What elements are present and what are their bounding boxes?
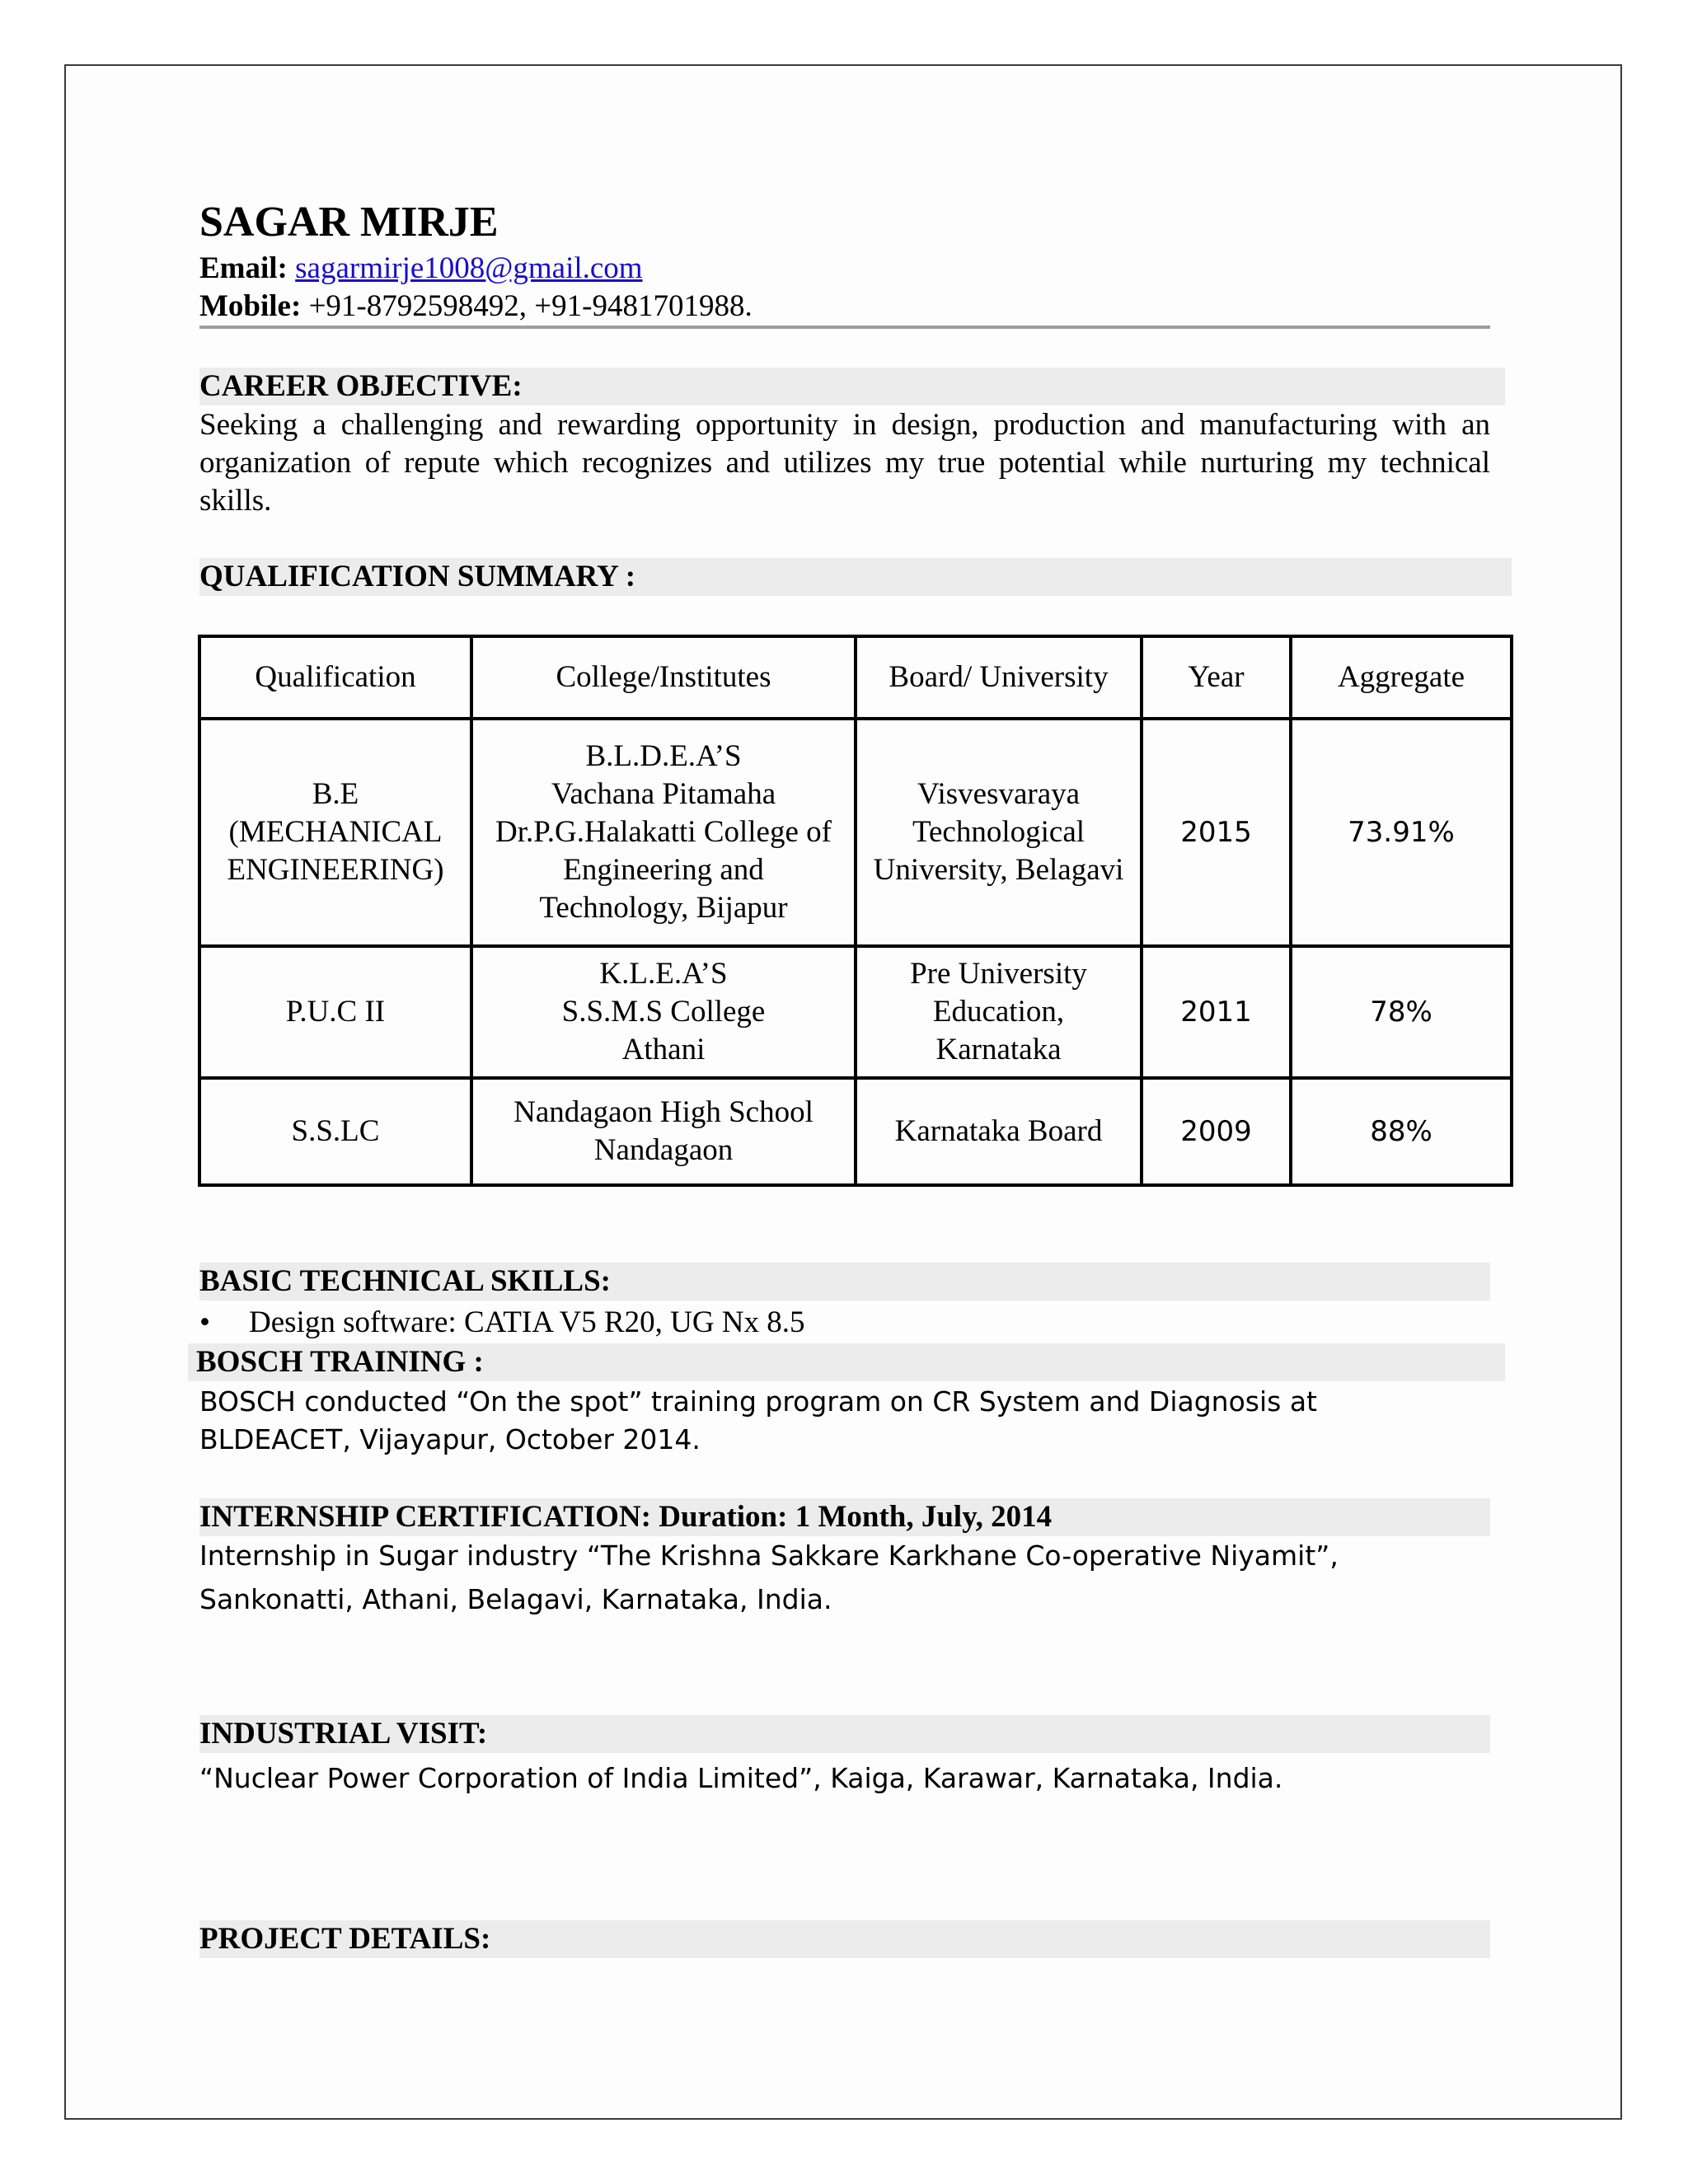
cell-line: Karnataka bbox=[935, 1033, 1062, 1066]
mobile-line bbox=[199, 288, 753, 324]
cell-line: University, Belagavi bbox=[873, 853, 1124, 887]
cell-line: B.L.D.E.A’S bbox=[585, 739, 742, 773]
industrial-visit-heading: INDUSTRIAL VISIT: bbox=[199, 1715, 1490, 1753]
bosch-training-heading: BOSCH TRAINING : bbox=[188, 1343, 1505, 1381]
cell-line: (MECHANICAL bbox=[228, 815, 443, 849]
table-row bbox=[199, 946, 1512, 1078]
email-line bbox=[199, 251, 643, 286]
column-header: College/Institutes bbox=[471, 636, 856, 719]
cell-line: S.S.LC bbox=[291, 1114, 380, 1148]
bosch-training-line-2: BLDEACET, Vijayapur, October 2014. bbox=[199, 1423, 701, 1455]
board-cell bbox=[856, 719, 1142, 946]
industrial-visit-text: “Nuclear Power Corporation of India Limited”, Kaiga, Karawar, Karnataka, India. bbox=[199, 1762, 1283, 1794]
cell-line: Visvesvaraya bbox=[917, 777, 1081, 811]
career-objective-heading: CAREER OBJECTIVE: bbox=[199, 368, 1505, 405]
bullet-icon: • bbox=[199, 1305, 210, 1339]
technical-skills-item bbox=[199, 1305, 805, 1340]
column-header: Qualification bbox=[199, 636, 471, 719]
qualification-summary-heading: QUALIFICATION SUMMARY : bbox=[199, 558, 1512, 596]
career-objective-text: Seeking a challenging and rewarding opportunity in design, production and manufacturing with an organization of repute which recognizes and utilizes my true potential while nurturing my technical skills. bbox=[199, 408, 1490, 518]
aggregate-cell: 78% bbox=[1291, 946, 1512, 1078]
year-cell: 2009 bbox=[1142, 1078, 1291, 1185]
qualification-cell bbox=[199, 719, 471, 946]
qualification-cell bbox=[199, 946, 471, 1078]
cell-line: Technology, Bijapur bbox=[539, 891, 788, 925]
project-details-heading: PROJECT DETAILS: bbox=[199, 1920, 1490, 1958]
cell-line: Dr.P.G.Halakatti College of bbox=[495, 815, 832, 849]
bosch-training-line-1: BOSCH conducted “On the spot” training program on CR System and Diagnosis at bbox=[199, 1385, 1317, 1418]
year-cell: 2015 bbox=[1142, 719, 1291, 946]
college-cell bbox=[471, 1078, 856, 1185]
college-cell bbox=[471, 946, 856, 1078]
board-cell bbox=[856, 946, 1142, 1078]
candidate-name: SAGAR MIRJE bbox=[199, 199, 499, 246]
cell-line: Nandagaon bbox=[593, 1133, 734, 1167]
cell-line: Education, bbox=[932, 995, 1065, 1029]
column-header: Year bbox=[1142, 636, 1291, 719]
skill-text: Design software: CATIA V5 R20, UG Nx 8.5 bbox=[249, 1305, 805, 1339]
cell-line: ENGINEERING) bbox=[227, 853, 444, 887]
technical-skills-heading: BASIC TECHNICAL SKILLS: bbox=[199, 1263, 1490, 1301]
cell-line: Vachana Pitamaha bbox=[551, 777, 776, 811]
cell-line: K.L.E.A’S bbox=[599, 957, 728, 991]
aggregate-cell: 73.91% bbox=[1291, 719, 1512, 946]
cell-line: Nandagaon High School bbox=[513, 1095, 814, 1129]
email-label: Email: bbox=[199, 251, 288, 285]
year-cell: 2011 bbox=[1142, 946, 1291, 1078]
cell-line: Technological bbox=[912, 815, 1085, 849]
cell-line: P.U.C II bbox=[285, 995, 386, 1029]
aggregate-cell: 88% bbox=[1291, 1078, 1512, 1185]
internship-heading: INTERNSHIP CERTIFICATION: Duration: 1 Month, July, 2014 bbox=[199, 1498, 1490, 1536]
cell-line: S.S.M.S College bbox=[561, 995, 766, 1029]
cell-line: Engineering and bbox=[563, 853, 764, 887]
college-cell bbox=[471, 719, 856, 946]
table-row bbox=[199, 719, 1512, 946]
internship-line-1: Internship in Sugar industry “The Krishna Sakkare Karkhane Co-operative Niyamit”, bbox=[199, 1540, 1339, 1572]
header-divider bbox=[199, 326, 1490, 329]
table-header-row bbox=[199, 636, 1512, 719]
internship-line-2: Sankonatti, Athani, Belagavi, Karnataka, India. bbox=[199, 1583, 832, 1615]
mobile-label: Mobile: bbox=[199, 289, 302, 323]
column-header: Board/ University bbox=[856, 636, 1142, 719]
qualification-cell bbox=[199, 1078, 471, 1185]
cell-line: Karnataka Board bbox=[894, 1114, 1103, 1148]
mobile-numbers: +91-8792598492, +91-9481701988. bbox=[308, 289, 753, 323]
cell-line: Athani bbox=[621, 1033, 706, 1066]
cell-line: B.E bbox=[312, 777, 359, 811]
board-cell bbox=[856, 1078, 1142, 1185]
qualification-table bbox=[198, 635, 1513, 1187]
cell-line: Pre University bbox=[910, 957, 1087, 991]
table-row bbox=[199, 1078, 1512, 1185]
column-header: Aggregate bbox=[1291, 636, 1512, 719]
email-link[interactable]: sagarmirje1008@gmail.com bbox=[295, 251, 643, 285]
